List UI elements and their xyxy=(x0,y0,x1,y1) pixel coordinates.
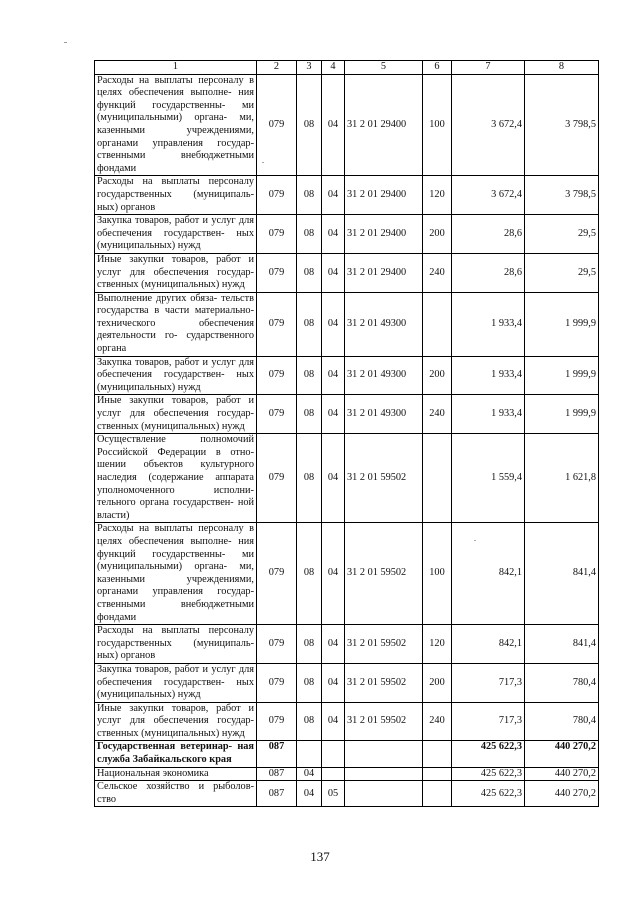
cell-section: 04 xyxy=(297,767,322,781)
cell-amount-year2: 3 798,5 xyxy=(525,176,599,215)
table-row xyxy=(95,215,599,254)
cell-expense-type: 100 xyxy=(423,74,452,176)
cell-code: 079 xyxy=(257,253,297,292)
item-name: Иные закупки товаров, работ и услуг для обеспечения государ- ственных (муниципальных) нужд xyxy=(95,253,257,292)
cell-subsection xyxy=(322,767,345,781)
column-header: 5 xyxy=(345,61,423,75)
cell-amount-year1: 717,3 xyxy=(452,663,525,702)
column-header: 6 xyxy=(423,61,452,75)
cell-code: 079 xyxy=(257,434,297,523)
column-header: 8 xyxy=(525,61,599,75)
item-name: Иные закупки товаров, работ и услуг для обеспечения государ- ственных (муниципальных) нужд xyxy=(95,702,257,741)
item-name: Национальная экономика xyxy=(95,767,257,781)
cell-amount-year1: 1 559,4 xyxy=(452,434,525,523)
item-name: Расходы на выплаты персоналу государственных (муниципаль- ных) органов xyxy=(95,176,257,215)
cell-section: 08 xyxy=(297,434,322,523)
cell-expense-type xyxy=(423,292,452,356)
cell-amount-year1: 1 933,4 xyxy=(452,292,525,356)
cell-target-article: 31 2 01 59502 xyxy=(345,523,423,625)
table-row xyxy=(95,663,599,702)
cell-code: 079 xyxy=(257,702,297,741)
column-header: 7 xyxy=(452,61,525,75)
table-row xyxy=(95,292,599,356)
cell-section: 08 xyxy=(297,253,322,292)
cell-code: 087 xyxy=(257,767,297,781)
cell-subsection: 04 xyxy=(322,74,345,176)
cell-amount-year2: 1 999,9 xyxy=(525,292,599,356)
item-name: Закупка товаров, работ и услуг для обеспечения государствен- ных (муниципальных) нужд xyxy=(95,663,257,702)
cell-amount-year2: 1 621,8 xyxy=(525,434,599,523)
cell-target-article xyxy=(345,767,423,781)
table-row xyxy=(95,741,599,767)
table-row xyxy=(95,395,599,434)
page-number: 137 xyxy=(310,849,330,864)
cell-section: 04 xyxy=(297,781,322,807)
cell-amount-year2: 29,5 xyxy=(525,215,599,254)
cell-section: 08 xyxy=(297,663,322,702)
cell-subsection: 05 xyxy=(322,781,345,807)
cell-code: 079 xyxy=(257,74,297,176)
cell-target-article: 31 2 01 29400 xyxy=(345,253,423,292)
table-row xyxy=(95,176,599,215)
cell-amount-year1: 28,6 xyxy=(452,215,525,254)
table-row xyxy=(95,253,599,292)
cell-expense-type xyxy=(423,434,452,523)
item-name: Осуществление полномочий Российской Федерации в отно- шении объектов культурного наследия (содержание аппарата уполномоченного исполни- тельного органа государствен- ной власти) xyxy=(95,434,257,523)
cell-section: 08 xyxy=(297,215,322,254)
cell-amount-year2: 1 999,9 xyxy=(525,356,599,395)
cell-target-article: 31 2 01 29400 xyxy=(345,176,423,215)
cell-target-article: 31 2 01 59502 xyxy=(345,663,423,702)
table-row xyxy=(95,625,599,664)
cell-subsection: 04 xyxy=(322,292,345,356)
scan-mark xyxy=(64,42,67,43)
cell-section: 08 xyxy=(297,702,322,741)
cell-expense-type: 120 xyxy=(423,176,452,215)
cell-subsection: 04 xyxy=(322,625,345,664)
table-row xyxy=(95,356,599,395)
item-name: Иные закупки товаров, работ и услуг для обеспечения государ- ственных (муниципальных) нужд xyxy=(95,395,257,434)
cell-code: 079 xyxy=(257,356,297,395)
cell-amount-year2: 440 270,2 xyxy=(525,767,599,781)
cell-amount-year2: 440 270,2 xyxy=(525,781,599,807)
table-row xyxy=(95,74,599,176)
cell-code: 079 xyxy=(257,176,297,215)
item-name: Выполнение других обяза- тельств государства в части материально-технического обеспечения деятельности го- сударственного органа xyxy=(95,292,257,356)
table-row xyxy=(95,523,599,625)
cell-target-article: 31 2 01 59502 xyxy=(345,434,423,523)
cell-section: 08 xyxy=(297,356,322,395)
cell-amount-year1: 28,6 xyxy=(452,253,525,292)
table-header-row xyxy=(95,61,599,75)
cell-target-article: 31 2 01 29400 xyxy=(345,74,423,176)
table-row xyxy=(95,781,599,807)
cell-section: 08 xyxy=(297,523,322,625)
cell-amount-year1: 425 622,3 xyxy=(452,767,525,781)
budget-table xyxy=(94,60,599,807)
cell-expense-type: 120 xyxy=(423,625,452,664)
cell-subsection xyxy=(322,741,345,767)
cell-code: 087 xyxy=(257,781,297,807)
column-header: 2 xyxy=(257,61,297,75)
cell-amount-year2: 841,4 xyxy=(525,523,599,625)
item-name: Расходы на выплаты персоналу в целях обеспечения выполне- ния функций государственны- ми (муниципальными) органа- ми, казенными учреждениями, органами управления государ- ственными внебюджетными фондами xyxy=(95,74,257,176)
item-name: Закупка товаров, работ и услуг для обеспечения государствен- ных (муниципальных) нужд xyxy=(95,356,257,395)
cell-amount-year1: 842,1 xyxy=(452,523,525,625)
cell-code: 079 xyxy=(257,523,297,625)
cell-amount-year2: 780,4 xyxy=(525,663,599,702)
cell-expense-type: 100 xyxy=(423,523,452,625)
table-row xyxy=(95,767,599,781)
cell-section: 08 xyxy=(297,395,322,434)
cell-amount-year1: 1 933,4 xyxy=(452,356,525,395)
cell-expense-type: 200 xyxy=(423,356,452,395)
cell-amount-year2: 440 270,2 xyxy=(525,741,599,767)
cell-section: 08 xyxy=(297,625,322,664)
cell-code: 079 xyxy=(257,625,297,664)
item-name: Государственная ветеринар- ная служба Забайкальского края xyxy=(95,741,257,767)
cell-subsection: 04 xyxy=(322,356,345,395)
cell-code: 079 xyxy=(257,395,297,434)
cell-subsection: 04 xyxy=(322,523,345,625)
cell-target-article: 31 2 01 59502 xyxy=(345,702,423,741)
cell-expense-type: 200 xyxy=(423,215,452,254)
cell-section: 08 xyxy=(297,292,322,356)
cell-code: 087 xyxy=(257,741,297,767)
cell-amount-year1: 1 933,4 xyxy=(452,395,525,434)
cell-expense-type: 240 xyxy=(423,253,452,292)
cell-target-article: 31 2 01 49300 xyxy=(345,292,423,356)
cell-amount-year2: 29,5 xyxy=(525,253,599,292)
cell-amount-year1: 3 672,4 xyxy=(452,176,525,215)
item-name: Закупка товаров, работ и услуг для обеспечения государствен- ных (муниципальных) нужд xyxy=(95,215,257,254)
cell-target-article xyxy=(345,741,423,767)
cell-target-article: 31 2 01 29400 xyxy=(345,215,423,254)
table-row xyxy=(95,434,599,523)
cell-section xyxy=(297,741,322,767)
cell-code: 079 xyxy=(257,663,297,702)
cell-subsection: 04 xyxy=(322,663,345,702)
column-header: 3 xyxy=(297,61,322,75)
column-header: 1 xyxy=(95,61,257,75)
cell-subsection: 04 xyxy=(322,176,345,215)
cell-expense-type: 240 xyxy=(423,702,452,741)
cell-amount-year1: 425 622,3 xyxy=(452,781,525,807)
item-name: Расходы на выплаты персоналу государственных (муниципаль- ных) органов xyxy=(95,625,257,664)
cell-amount-year2: 3 798,5 xyxy=(525,74,599,176)
cell-target-article xyxy=(345,781,423,807)
cell-subsection: 04 xyxy=(322,253,345,292)
cell-expense-type xyxy=(423,767,452,781)
cell-code: 079 xyxy=(257,292,297,356)
cell-section: 08 xyxy=(297,176,322,215)
column-header: 4 xyxy=(322,61,345,75)
item-name: Сельское хозяйство и рыболов- ство xyxy=(95,781,257,807)
cell-amount-year2: 780,4 xyxy=(525,702,599,741)
cell-section: 08 xyxy=(297,74,322,176)
cell-target-article: 31 2 01 49300 xyxy=(345,356,423,395)
cell-subsection: 04 xyxy=(322,395,345,434)
cell-expense-type: 200 xyxy=(423,663,452,702)
cell-subsection: 04 xyxy=(322,702,345,741)
cell-expense-type xyxy=(423,741,452,767)
cell-amount-year1: 3 672,4 xyxy=(452,74,525,176)
item-name: Расходы на выплаты персоналу в целях обеспечения выполне- ния функций государственны- ми (муниципальными) органа- ми, казенными учреждениями, органами управления государ- ственными внебюджетными фондами xyxy=(95,523,257,625)
cell-subsection: 04 xyxy=(322,434,345,523)
cell-target-article: 31 2 01 49300 xyxy=(345,395,423,434)
cell-amount-year1: 425 622,3 xyxy=(452,741,525,767)
cell-expense-type xyxy=(423,781,452,807)
cell-amount-year1: 842,1 xyxy=(452,625,525,664)
cell-amount-year2: 1 999,9 xyxy=(525,395,599,434)
cell-amount-year2: 841,4 xyxy=(525,625,599,664)
cell-code: 079 xyxy=(257,215,297,254)
cell-subsection: 04 xyxy=(322,215,345,254)
table-row xyxy=(95,702,599,741)
cell-target-article: 31 2 01 59502 xyxy=(345,625,423,664)
cell-amount-year1: 717,3 xyxy=(452,702,525,741)
cell-expense-type: 240 xyxy=(423,395,452,434)
